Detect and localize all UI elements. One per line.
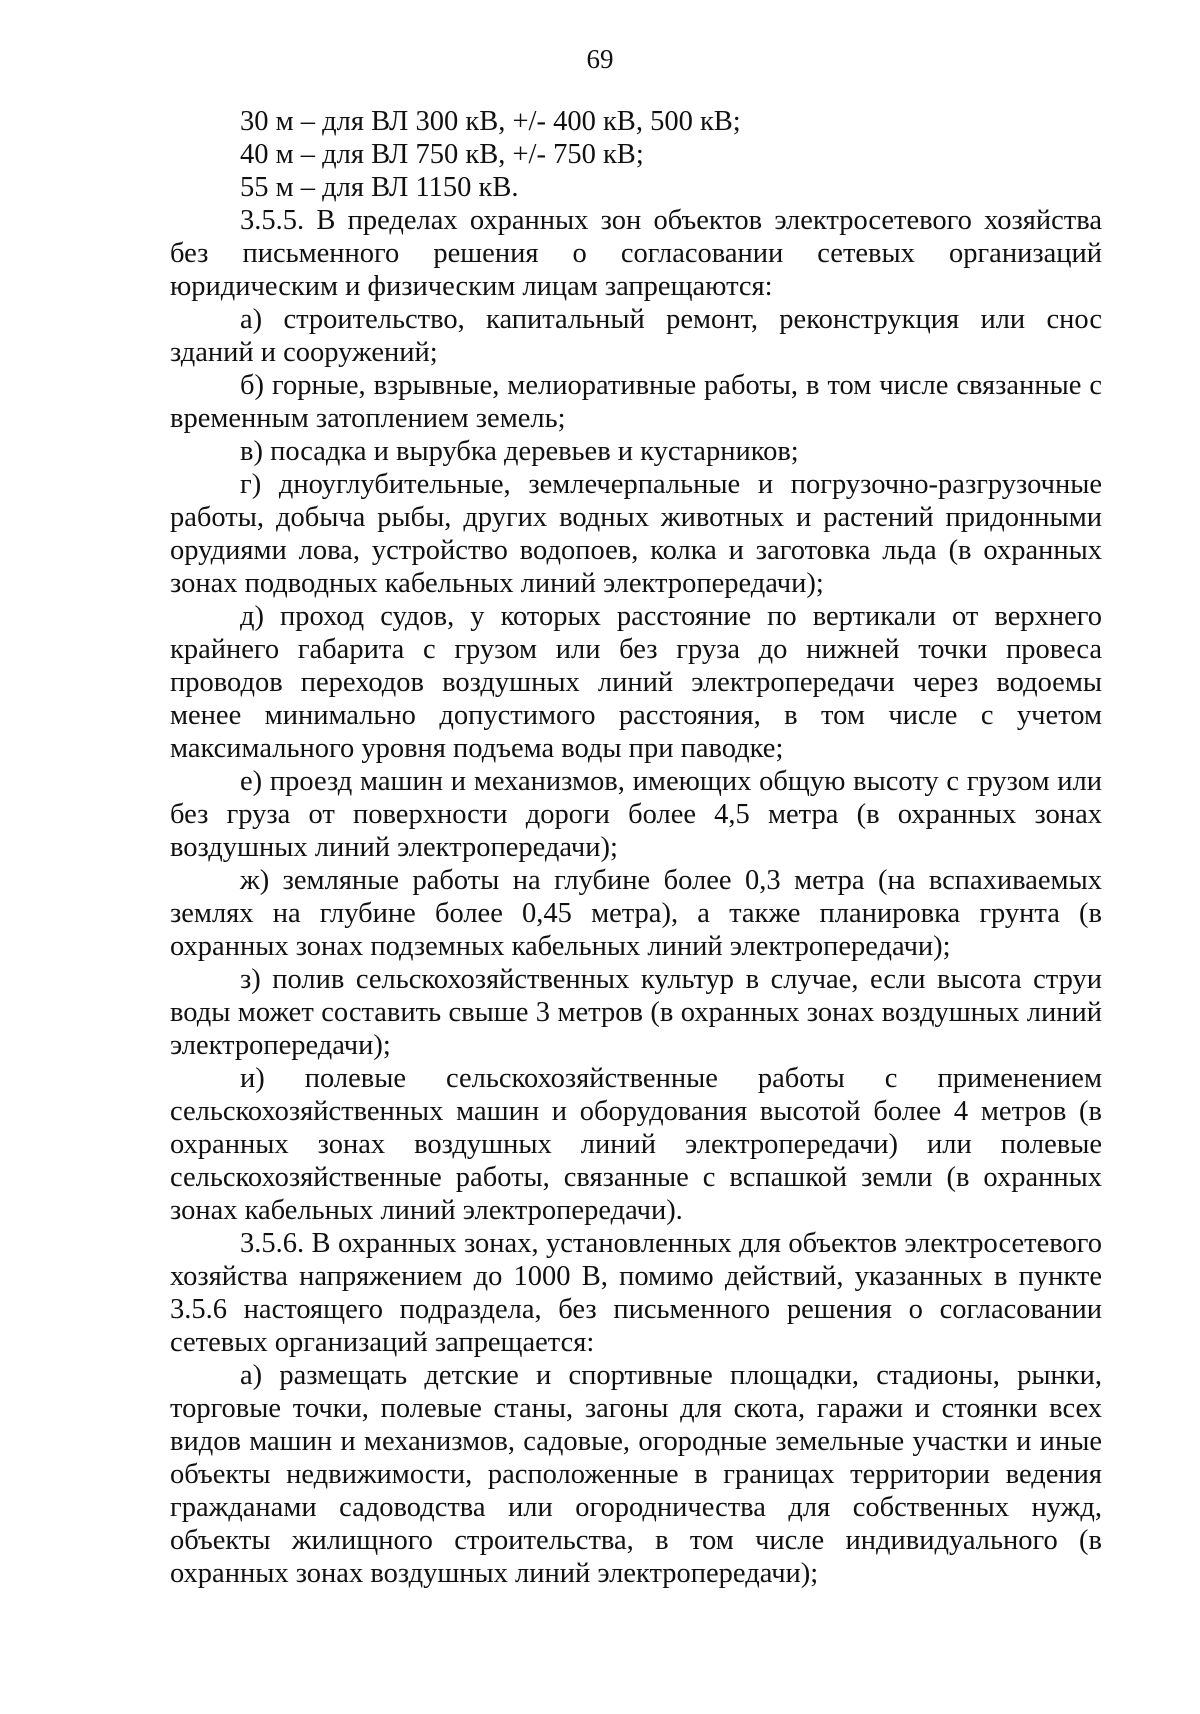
distance-line-750kv: 40 м – для ВЛ 750 кВ, +/- 750 кВ; (240, 139, 644, 170)
item-z-irrigation: з) полив сельскохозяйственных культур в случае, если высота струи воды может составить свыше 3 метров (в охранных зонах воздушных линий электропередачи); (170, 964, 1102, 1061)
item-zh-earthworks: ж) земляные работы на глубине более 0,3 метра (на вспахиваемых землях на глубине более 0,45 метра), а также планировка грунта (в охранных зонах подземных кабельных линий электропередачи); (170, 865, 1102, 962)
item-a-playgrounds: а) размещать детские и спортивные площадки, стадионы, рынки, торговые точки, полевые станы, загоны для скота, гаражи и стоянки всех видов машин и механизмов, садовые, огородные земельные участки и иные объекты недвижимости, расположенные в границах территории ведения гражданами садоводства или огородничества для собственных нужд, объекты жилищного строительства, в том числе индивидуального (в охранных зонах воздушных линий электропередачи); (170, 1360, 1102, 1589)
distance-line-1150kv: 55 м – для ВЛ 1150 кВ. (240, 172, 519, 203)
document-body (170, 105, 1102, 1590)
item-g-dredging-works: г) дноуглубительные, землечерпальные и погрузочно-разгрузочные работы, добыча рыбы, других водных животных и растений придонными орудиями лова, устройство водопоев, колка и заготовка льда (в охранных зонах подводных кабельных линий электропередачи); (170, 469, 1102, 599)
item-d-ship-passage: д) проход судов, у которых расстояние по вертикали от верхнего крайнего габарита с грузом или без груза до нижней точки провеса проводов переходов воздушных линий электропередачи через водоемы менее минимально допустимого расстояния, в том числе с учетом максимального уровня подъема воды при паводке; (170, 601, 1102, 764)
paragraph-3-5-5: 3.5.5. В пределах охранных зон объектов электросетевого хозяйства без письменного решения о согласовании сетевых организаций юридическим и физическим лицам запрещаются: (170, 205, 1102, 302)
item-i-field-works: и) полевые сельскохозяйственные работы с применением сельскохозяйственных машин и оборудования высотой более 4 метров (в охранных зонах воздушных линий электропередачи) или полевые сельскохозяйственные работы, связанные с вспашкой земли (в охранных зонах кабельных линий электропередачи). (170, 1063, 1102, 1226)
item-a-construction: а) строительство, капитальный ремонт, реконструкция или снос зданий и сооружений; (170, 304, 1102, 368)
item-b-mining-works: б) горные, взрывные, мелиоративные работы, в том числе связанные с временным затоплением земель; (170, 370, 1102, 434)
distance-line-300kv: 30 м – для ВЛ 300 кВ, +/- 400 кВ, 500 кВ; (240, 106, 741, 137)
item-v-tree-planting: в) посадка и вырубка деревьев и кустарников; (240, 436, 799, 467)
item-e-vehicle-passage: е) проезд машин и механизмов, имеющих общую высоту с грузом или без груза от поверхности дороги более 4,5 метра (в охранных зонах воздушных линий электропередачи); (170, 766, 1102, 863)
paragraph-3-5-6: 3.5.6. В охранных зонах, установленных для объектов электросетевого хозяйства напряжением до 1000 В, помимо действий, указанных в пункте 3.5.6 настоящего подраздела, без письменного решения о согласовании сетевых организаций запрещается: (170, 1228, 1102, 1358)
page-number: 69 (586, 44, 614, 74)
